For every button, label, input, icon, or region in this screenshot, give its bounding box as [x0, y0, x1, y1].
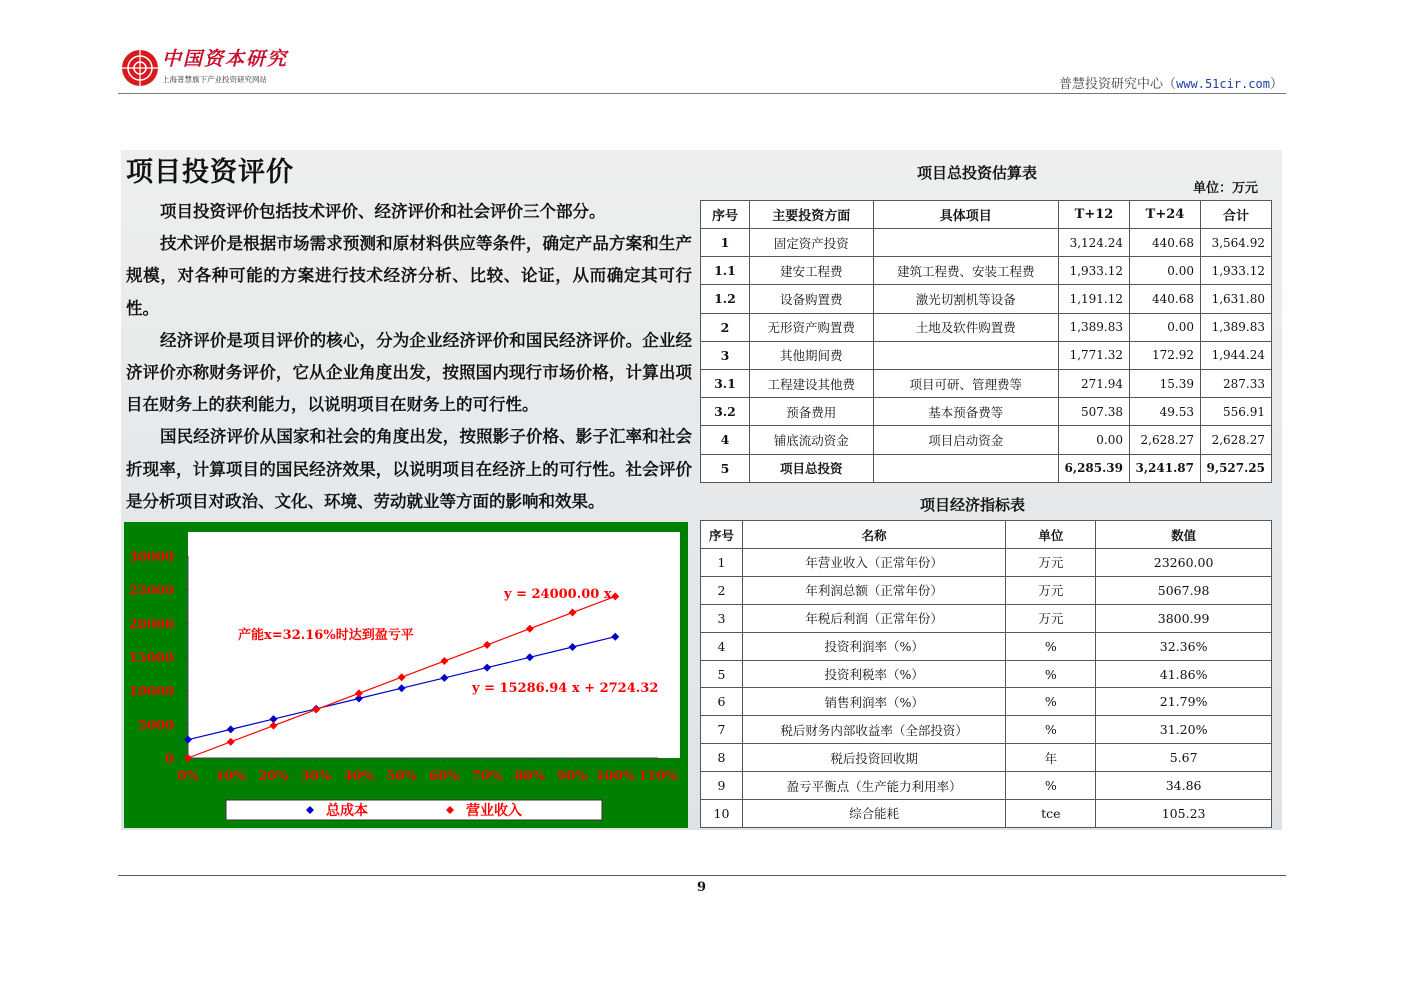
- table-cell: 年: [1006, 744, 1096, 772]
- table-cell: tce: [1006, 800, 1096, 828]
- table-header-row: [701, 201, 1272, 229]
- table-row: [701, 454, 1272, 482]
- table-cell: 7: [701, 716, 743, 744]
- x-tick-label: 100%: [595, 769, 636, 784]
- table-cell: %: [1006, 772, 1096, 800]
- table-row: [701, 772, 1272, 800]
- table-cell: 3: [701, 341, 750, 369]
- table-cell: 1,631.80: [1200, 285, 1271, 313]
- table-cell: %: [1006, 632, 1096, 660]
- table-cell: 1.2: [701, 285, 750, 313]
- table-row: [701, 549, 1272, 577]
- table-cell: 105.23: [1096, 800, 1272, 828]
- table-cell: 无形资产购置费: [749, 313, 873, 341]
- table-cell: 0.00: [1059, 426, 1130, 454]
- table-cell: 投资利税率（%）: [742, 660, 1005, 688]
- table-cell: 土地及软件购置费: [873, 313, 1058, 341]
- x-tick-label: 70%: [471, 769, 503, 784]
- table-header-row: [701, 521, 1272, 549]
- table-cell: %: [1006, 660, 1096, 688]
- chart-canvas: [124, 522, 688, 828]
- table-cell: 5: [701, 660, 743, 688]
- table-cell: 1: [701, 549, 743, 577]
- table-cell: 3: [701, 604, 743, 632]
- table-row: [701, 604, 1272, 632]
- x-tick-label: 40%: [343, 769, 375, 784]
- legend-label: 总成本: [326, 803, 368, 819]
- table-cell: 6,285.39: [1059, 454, 1130, 482]
- header-url-link[interactable]: www.51cir.com: [1176, 77, 1270, 91]
- column-header: T+12: [1059, 201, 1130, 229]
- table-cell: %: [1006, 716, 1096, 744]
- invest-table-title: 项目总投资估算表: [917, 164, 1038, 182]
- table-cell: 507.38: [1059, 398, 1130, 426]
- y-tick-label: 10000: [128, 684, 174, 700]
- table-cell: 1,933.12: [1059, 257, 1130, 285]
- paragraph: 经济评价是项目评价的核心，分为企业经济评价和国民经济评价。企业经济评价亦称财务评价，它从企业角度出发，按照国内现行市场价格，计算出项目在财务上的获利能力，以说明项目在财务上的可行性。: [126, 330, 692, 415]
- indicator-table-title: 项目经济指标表: [920, 496, 1026, 514]
- table-cell: 项目总投资: [749, 454, 873, 482]
- table-cell: 2,628.27: [1200, 426, 1271, 454]
- table-cell: 项目可研、管理费等: [873, 369, 1058, 397]
- paragraph: 国民经济评价从国家和社会的角度出发，按照影子价格、影子汇率和社会折现率，计算项目的国民经济效果，以说明项目在经济上的可行性。社会评价是分析项目对政治、文化、环境、劳动就业等方面的影响和效果。: [126, 427, 692, 511]
- x-tick-label: 90%: [557, 769, 588, 784]
- table-cell: 2: [701, 576, 743, 604]
- column-header: 名称: [742, 521, 1005, 549]
- table-cell: 4: [701, 426, 750, 454]
- table-cell: 建筑工程费、安装工程费: [873, 257, 1058, 285]
- table-row: [701, 744, 1272, 772]
- table-cell: 15.39: [1130, 369, 1201, 397]
- table-cell: 41.86%: [1096, 660, 1272, 688]
- table-row: [701, 369, 1272, 397]
- logo-subtitle: 上海普慧旗下产业投资研究网站: [162, 75, 267, 84]
- column-header: 合计: [1200, 201, 1271, 229]
- header-center-name: 普慧投资研究中心（: [1059, 77, 1177, 92]
- table-cell: 34.86: [1096, 772, 1272, 800]
- column-header: T+24: [1130, 201, 1201, 229]
- table-cell: 0.00: [1130, 257, 1201, 285]
- footer-divider: [118, 875, 1286, 876]
- table-cell: 激光切割机等设备: [873, 285, 1058, 313]
- legend-box: [226, 800, 602, 820]
- table-cell: 3,564.92: [1200, 229, 1271, 257]
- breakeven-chart: [124, 522, 688, 828]
- table-cell: 23260.00: [1096, 549, 1272, 577]
- body-text: [126, 196, 692, 518]
- table-cell: 项目启动资金: [873, 426, 1058, 454]
- table-cell: 1,933.12: [1200, 257, 1271, 285]
- x-tick-label: 60%: [429, 769, 460, 784]
- table-cell: 工程建设其他费: [749, 369, 873, 397]
- table-cell: 1,771.32: [1059, 341, 1130, 369]
- table-cell: %: [1006, 688, 1096, 716]
- table-cell: 销售利润率（%）: [742, 688, 1005, 716]
- table-cell: 5: [701, 454, 750, 482]
- x-tick-label: 10%: [215, 769, 246, 784]
- invest-table-unit: 单位：万元: [1193, 181, 1259, 196]
- y-tick-label: 15000: [128, 651, 174, 666]
- y-tick-label: 30000: [128, 550, 174, 565]
- logo-title: 中国资本研究: [162, 48, 289, 70]
- table-cell: 5067.98: [1096, 576, 1272, 604]
- table-cell: 年营业收入（正常年份）: [742, 549, 1005, 577]
- table-cell: 3.2: [701, 398, 750, 426]
- section-title: 项目投资评价: [126, 157, 294, 188]
- table-row: [701, 313, 1272, 341]
- table-row: [701, 716, 1272, 744]
- table-cell: 8: [701, 744, 743, 772]
- table-cell: 49.53: [1130, 398, 1201, 426]
- table-cell: 32.36%: [1096, 632, 1272, 660]
- table-row: [701, 257, 1272, 285]
- table-cell: 3800.99: [1096, 604, 1272, 632]
- header-site-info: [1059, 73, 1283, 92]
- column-header: 数值: [1096, 521, 1272, 549]
- table-cell: 21.79%: [1096, 688, 1272, 716]
- indicator-table: [700, 520, 1272, 828]
- table-cell: 万元: [1006, 604, 1096, 632]
- table-cell: [873, 229, 1058, 257]
- table-cell: 31.20%: [1096, 716, 1272, 744]
- table-cell: 440.68: [1130, 285, 1201, 313]
- column-header: 具体项目: [873, 201, 1058, 229]
- x-tick-label: 30%: [300, 769, 332, 784]
- x-tick-label: 80%: [514, 769, 546, 784]
- header-divider: [118, 93, 1286, 94]
- table-cell: 综合能耗: [742, 800, 1005, 828]
- table-row: [701, 341, 1272, 369]
- column-header: 序号: [701, 521, 743, 549]
- breakeven-annotation: 产能x=32.16%时达到盈亏平: [238, 628, 414, 643]
- page-number: 9: [696, 880, 707, 895]
- column-header: 单位: [1006, 521, 1096, 549]
- x-tick-label: 20%: [258, 769, 289, 784]
- table-cell: 1: [701, 229, 750, 257]
- table-cell: 1,191.12: [1059, 285, 1130, 313]
- table-row: [701, 229, 1272, 257]
- x-tick-label: 0%: [177, 769, 199, 784]
- y-tick-label: 20000: [128, 617, 174, 633]
- table-row: [701, 632, 1272, 660]
- header-close-paren: ）: [1269, 77, 1283, 92]
- table-cell: 2: [701, 313, 750, 341]
- table-row: [701, 800, 1272, 828]
- table-cell: 287.33: [1200, 369, 1271, 397]
- table-cell: 10: [701, 800, 743, 828]
- x-tick-label: 50%: [386, 769, 417, 784]
- table-row: [701, 398, 1272, 426]
- y-tick-label: 25000: [128, 583, 174, 599]
- table-cell: 铺底流动资金: [749, 426, 873, 454]
- cost-equation: y = 15286.94 x + 2724.32: [472, 681, 659, 696]
- table-cell: 1,944.24: [1200, 341, 1271, 369]
- table-cell: 其他期间费: [749, 341, 873, 369]
- table-cell: 9: [701, 772, 743, 800]
- table-cell: 投资利润率（%）: [742, 632, 1005, 660]
- table-cell: 税后投资回收期: [742, 744, 1005, 772]
- table-cell: [873, 454, 1058, 482]
- plot-area: [188, 532, 680, 758]
- table-cell: 1,389.83: [1059, 313, 1130, 341]
- paragraph: 技术评价是根据市场需求预测和原材料供应等条件，确定产品方案和生产规模，对各种可能的方案进行技术经济分析、比较、论证，从而确定其可行性。: [126, 234, 692, 318]
- invest-table: [700, 200, 1272, 483]
- column-header: 主要投资方面: [749, 201, 873, 229]
- table-row: [701, 426, 1272, 454]
- table-cell: 1.1: [701, 257, 750, 285]
- table-cell: 6: [701, 688, 743, 716]
- table-cell: 4: [701, 632, 743, 660]
- table-cell: 基本预备费等: [873, 398, 1058, 426]
- table-row: [701, 285, 1272, 313]
- y-tick-label: 5000: [137, 718, 174, 734]
- table-cell: 3.1: [701, 369, 750, 397]
- paragraph: 项目投资评价包括技术评价、经济评价和社会评价三个部分。: [160, 202, 606, 221]
- table-row: [701, 576, 1272, 604]
- column-header: 序号: [701, 201, 750, 229]
- table-cell: [873, 341, 1058, 369]
- table-cell: 税后财务内部收益率（全部投资）: [742, 716, 1005, 744]
- table-cell: 556.91: [1200, 398, 1271, 426]
- table-cell: 172.92: [1130, 341, 1201, 369]
- table-cell: 271.94: [1059, 369, 1130, 397]
- revenue-equation: y = 24000.00 x: [504, 587, 612, 602]
- legend-label: 营业收入: [466, 803, 522, 819]
- table-cell: 年税后利润（正常年份）: [742, 604, 1005, 632]
- table-row: [701, 660, 1272, 688]
- table-cell: 9,527.25: [1200, 454, 1271, 482]
- table-cell: 盈亏平衡点（生产能力利用率）: [742, 772, 1005, 800]
- table-cell: 固定资产投资: [749, 229, 873, 257]
- table-cell: 设备购置费: [749, 285, 873, 313]
- table-cell: 1,389.83: [1200, 313, 1271, 341]
- y-tick-label: 0: [164, 752, 174, 767]
- table-cell: 万元: [1006, 576, 1096, 604]
- x-tick-label: 110%: [638, 769, 678, 784]
- table-cell: 预备费用: [749, 398, 873, 426]
- table-cell: 3,124.24: [1059, 229, 1130, 257]
- table-cell: 0.00: [1130, 313, 1201, 341]
- table-cell: 年利润总额（正常年份）: [742, 576, 1005, 604]
- table-row: [701, 688, 1272, 716]
- table-cell: 440.68: [1130, 229, 1201, 257]
- table-cell: 3,241.87: [1130, 454, 1201, 482]
- table-cell: 建安工程费: [749, 257, 873, 285]
- table-cell: 2,628.27: [1130, 426, 1201, 454]
- table-cell: 5.67: [1096, 744, 1272, 772]
- table-cell: 万元: [1006, 549, 1096, 577]
